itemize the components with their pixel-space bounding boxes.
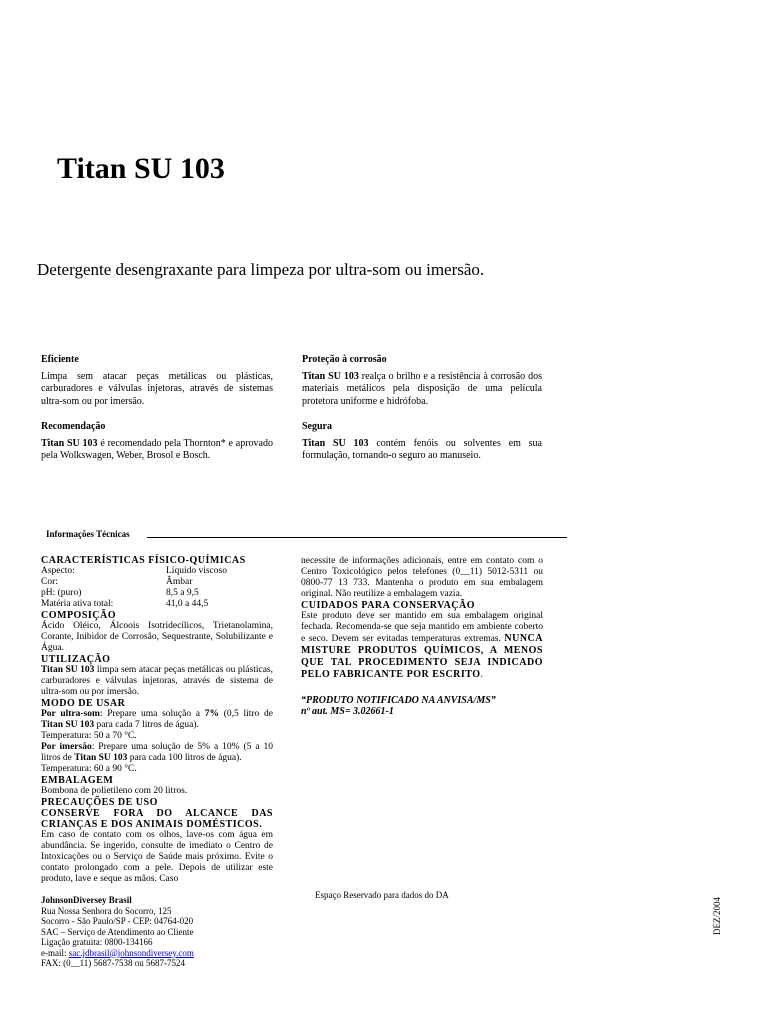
prop-row — [41, 577, 273, 588]
feature-eficiente — [41, 354, 273, 408]
prop-row — [41, 588, 273, 599]
prop-value: 41,0 a 44,5 — [166, 599, 209, 609]
reserved-space-label: Espaço Reservado para dados do DA — [315, 890, 449, 900]
feature-text: realça o brilho e a resistência à corrosão dos materiais metálicos pela disposição de uma película protetora uniforme e hidrófoba. — [302, 370, 542, 407]
modo-imersao — [41, 742, 273, 764]
cuidados-warning: NUNCA MISTURE PRODUTOS QUÍMICOS, A MENOS QUE TAL PROCEDIMENTO SEJA INDICADO PELO FABRICANTE POR ESCRITO — [301, 633, 543, 680]
prop-key: pH: (puro) — [41, 588, 82, 598]
prop-row — [41, 599, 273, 610]
ultra-temp: Temperatura: 50 a 70 °C. — [41, 731, 137, 741]
section-heading-cuidados: CUIDADOS PARA CONSERVAÇÃO — [301, 600, 476, 611]
product-name: Titan SU 103 — [74, 753, 128, 763]
product-name: Titan SU 103 — [302, 437, 369, 449]
spacer — [301, 681, 543, 695]
ultra-pct: 7% — [204, 709, 219, 719]
cuidados-text — [301, 611, 543, 681]
cuidados-body: Este produto deve ser mantido em sua embalagem original fechada. Recomenda-se que seja mantido em ambiente coberto e seco. Devem ser evitadas temperaturas extremas. — [301, 611, 543, 644]
section-heading-composicao: COMPOSIÇÃO — [41, 610, 116, 621]
feature-text: é recomendado pela Thornton* e aprovado pela Wolkswagen, Weber, Brosol e Bosch. — [41, 437, 273, 461]
section-heading-modo: MODO DE USAR — [41, 698, 126, 709]
ultra-label: Por ultra-som — [41, 709, 100, 719]
address-email-line — [41, 948, 281, 959]
prop-key: Cor: — [41, 577, 58, 587]
date-code: DEZ/2004 — [712, 897, 722, 935]
address-sac: SAC – Serviço de Atendimento ao Cliente — [41, 926, 194, 937]
section-heading-precaucoes: PRECAUÇÕES DE USO — [41, 797, 158, 808]
ms-authorization: nº aut. MS= 3.02661-1 — [301, 706, 394, 717]
info-section-label: Informações Técnicas — [46, 529, 130, 539]
composicao-text: Ácido Oléico, Álcoois Isotridecílicos, Trietanolamina, Corante, Inibidor de Corrosão, Sequestrante, Solubilizante e Água. — [41, 621, 273, 653]
feature-text: contém fenóis ou solventes em sua formulação, tornando-o seguro ao manuseio. — [302, 437, 542, 461]
company-name: JohnsonDiversey Brasil — [41, 895, 132, 905]
section-heading-utilizacao: UTILIZAÇÃO — [41, 654, 111, 665]
ultra-text: para cada 7 litros de água). — [94, 720, 199, 730]
address-street: Rua Nossa Senhora do Socorro, 125 — [41, 905, 172, 916]
imersao-text: : Prepare uma solução de 5% a 10% (5 a 10 litros de — [41, 742, 273, 763]
utilizacao-text — [41, 665, 273, 698]
precaucoes-text: Em caso de contato com os olhos, lave-os com água em abundância. Se ingerido, consulte de imediato o Centro de Intoxicações ou o Serviço de Saúde mais próximo. Evite o contato prolongado com a pele. Depois de utilizar este produto, lave e seque as mãos. Caso — [41, 830, 273, 884]
email-label: e-mail: — [41, 947, 69, 958]
feature-heading: Segura — [302, 421, 332, 432]
feature-heading: Proteção à corrosão — [302, 354, 387, 365]
email-link[interactable]: sac.jdbrasil@johnsondiversey.com — [68, 947, 194, 958]
product-name: Titan SU 103 — [41, 437, 98, 449]
section-heading-embalagem: EMBALAGEM — [41, 775, 114, 786]
imersao-label: Por imersão — [41, 742, 92, 752]
right-column — [301, 556, 543, 717]
feature-heading: Eficiente — [41, 354, 79, 365]
prop-value: Âmbar — [166, 577, 193, 587]
feature-protecao — [302, 354, 542, 408]
utilizacao-body: limpa sem atacar peças metálicas ou plásticas, carburadores e válvulas injetoras, através de sistema de ultra-som ou por imersão. — [41, 665, 273, 697]
address-fax: FAX: (0__11) 5687-7538 ou 5687-7524 — [41, 958, 185, 968]
cuidados-end: . — [480, 670, 483, 680]
prop-value: Líquido viscoso — [166, 566, 227, 576]
company-address — [41, 895, 281, 969]
address-city: Socorro - São Paulo/SP - CEP: 04764-020 — [41, 916, 194, 926]
prop-key: Aspecto: — [41, 566, 75, 576]
feature-text: Limpa sem atacar peças metálicas ou plásticas, carburadores e válvulas injetoras, através de sistemas ultra-som ou por imersão. — [41, 370, 273, 407]
prop-row — [41, 566, 273, 577]
imersao-text: para cada 100 litros de água). — [127, 753, 242, 763]
address-phone: Ligação gratuita: 0800-134166 — [41, 937, 153, 947]
anvisa-notice: “PRODUTO NOTIFICADO NA ANVISA/MS” — [301, 695, 496, 706]
product-name: Titan SU 103 — [41, 665, 95, 675]
prop-value: 8,5 a 9,5 — [166, 588, 199, 598]
feature-segura — [302, 421, 542, 463]
product-name: Titan SU 103 — [302, 370, 359, 382]
ultra-text: : Prepare uma solução a — [99, 709, 205, 719]
prop-key: Matéria ativa total: — [41, 599, 114, 609]
left-column — [41, 555, 273, 885]
modo-ultra — [41, 709, 273, 731]
product-name: Titan SU 103 — [41, 720, 95, 730]
page-title: Titan SU 103 — [57, 152, 225, 185]
page-subtitle: Detergente desengraxante para limpeza por ultra-som ou imersão. — [37, 260, 485, 279]
precaucoes-warning: CONSERVE FORA DO ALCANCE DAS CRIANÇAS E DOS ANIMAIS DOMÉSTICOS. — [41, 808, 273, 830]
contato-text: necessite de informações adicionais, entre em contato com o Centro Toxicológico pelos telefones (0__11) 5012-5311 ou 0800-77 13 733. Mantenha o produto em sua embalagem original. Não reutilize a embalagem vazia. — [301, 556, 543, 599]
ultra-text: (0,5 litro de — [219, 709, 273, 719]
embalagem-text: Bombona de polietileno com 20 litros. — [41, 786, 188, 796]
feature-recomendacao — [41, 421, 273, 463]
feature-heading: Recomendação — [41, 421, 106, 432]
divider — [147, 537, 567, 538]
section-heading-caracteristicas: CARACTERÍSTICAS FÍSICO-QUÍMICAS — [41, 555, 246, 566]
imersao-temp: Temperatura: 60 a 90 °C. — [41, 764, 137, 774]
